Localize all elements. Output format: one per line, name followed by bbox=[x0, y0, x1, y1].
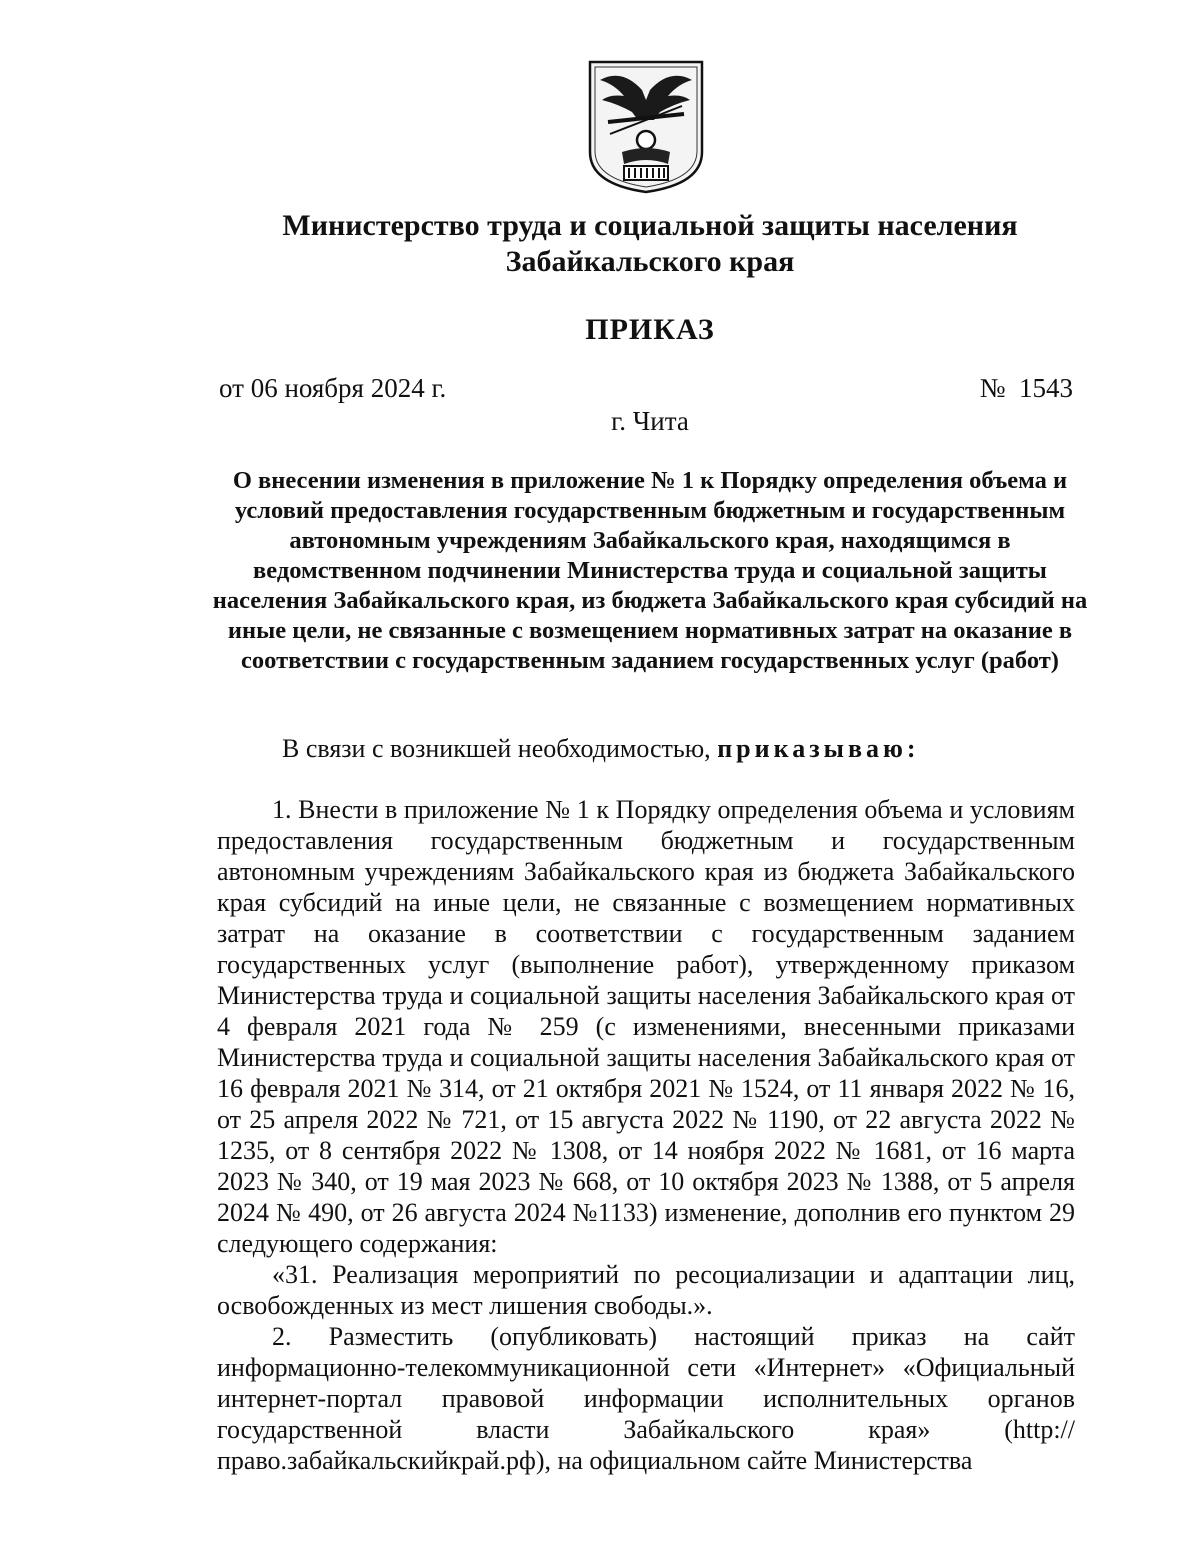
paragraph-2: 2. Разместить (опубликовать) настоящий приказ на сайт информационно-телекоммуникационной сети «Интернет» «Официальный интернет-портал правовой информации исполнительных органов государственной власти Забайкальского края» (http://право.забайкальскийкрай.рф), на официальном сайте Министерства bbox=[217, 1322, 1075, 1475]
intro-text: В связи с возникшей необходимостью, bbox=[282, 734, 718, 763]
paragraph-1: 1. Внести в приложение № 1 к Порядку определения объема и условиям предоставления государственным бюджетным и государственным автономным учреждениям Забайкальского края из бюджета Забайкальского края субсидий на иные цели, не связанные с возмещением нормативных затрат на оказание в соответствии с государственным заданием государственных услуг (выполнение работ), утвержденному приказом Министерства труда и социальной защиты населения Забайкальского края от 4 февраля 2021 года № 259 (с изменениями, внесенными приказами Министерства труда и социальной защиты населения Забайкальского края от 16 февраля 2021 № 314, от 21 октября 2021 № 1524, от 11 января 2022 № 16, от 25 апреля 2022 № 721, от 15 августа 2022 № 1190, от 22 августа 2022 № 1235, от 8 сентября 2022 № 1308, от 14 ноября 2022 № 1681, от 16 марта 2023 № 340, от 19 мая 2023 № 668, от 10 октября 2023 № 1388, от 5 апреля 2024 № 490, от 26 августа 2024 №1133) изменение, дополнив его пунктом 29 следующего содержания: bbox=[217, 795, 1075, 1258]
ministry-name-line1: Министерство труда и социальной защиты населения bbox=[282, 209, 1018, 242]
document-subject-heading: О внесении изменения в приложение № 1 к Порядку определения объема и условий предоставления государственным бюджетным и государственным автономным учреждениям Забайкальского края, находящимся в ведомственном подчинении Министерства труда и социальной защиты населения Забайкальского края, из бюджета Забайкальского края субсидий на иные цели, не связанные с возмещением нормативных затрат на оказание в соответствии с государственным заданием государственных услуг (работ) bbox=[212, 467, 1088, 674]
ministry-name bbox=[200, 208, 1100, 280]
intro-order-word: приказываю: bbox=[717, 734, 920, 763]
paragraph-1-quote: «31. Реализация мероприятий по ресоциализации и адаптации лиц, освобожденных из мест лишения свободы.». bbox=[217, 1260, 1075, 1320]
document-type-title: ПРИКАЗ bbox=[585, 313, 715, 346]
intro-paragraph bbox=[217, 733, 1075, 764]
document-body bbox=[217, 733, 1075, 1476]
ministry-name-line2: Забайкальского края bbox=[505, 245, 795, 278]
document-number: № 1543 bbox=[979, 373, 1073, 403]
document-city: г. Чита bbox=[611, 406, 689, 436]
document-date: от 06 ноября 2024 г. bbox=[219, 373, 447, 403]
coat-of-arms-emblem bbox=[582, 56, 710, 196]
